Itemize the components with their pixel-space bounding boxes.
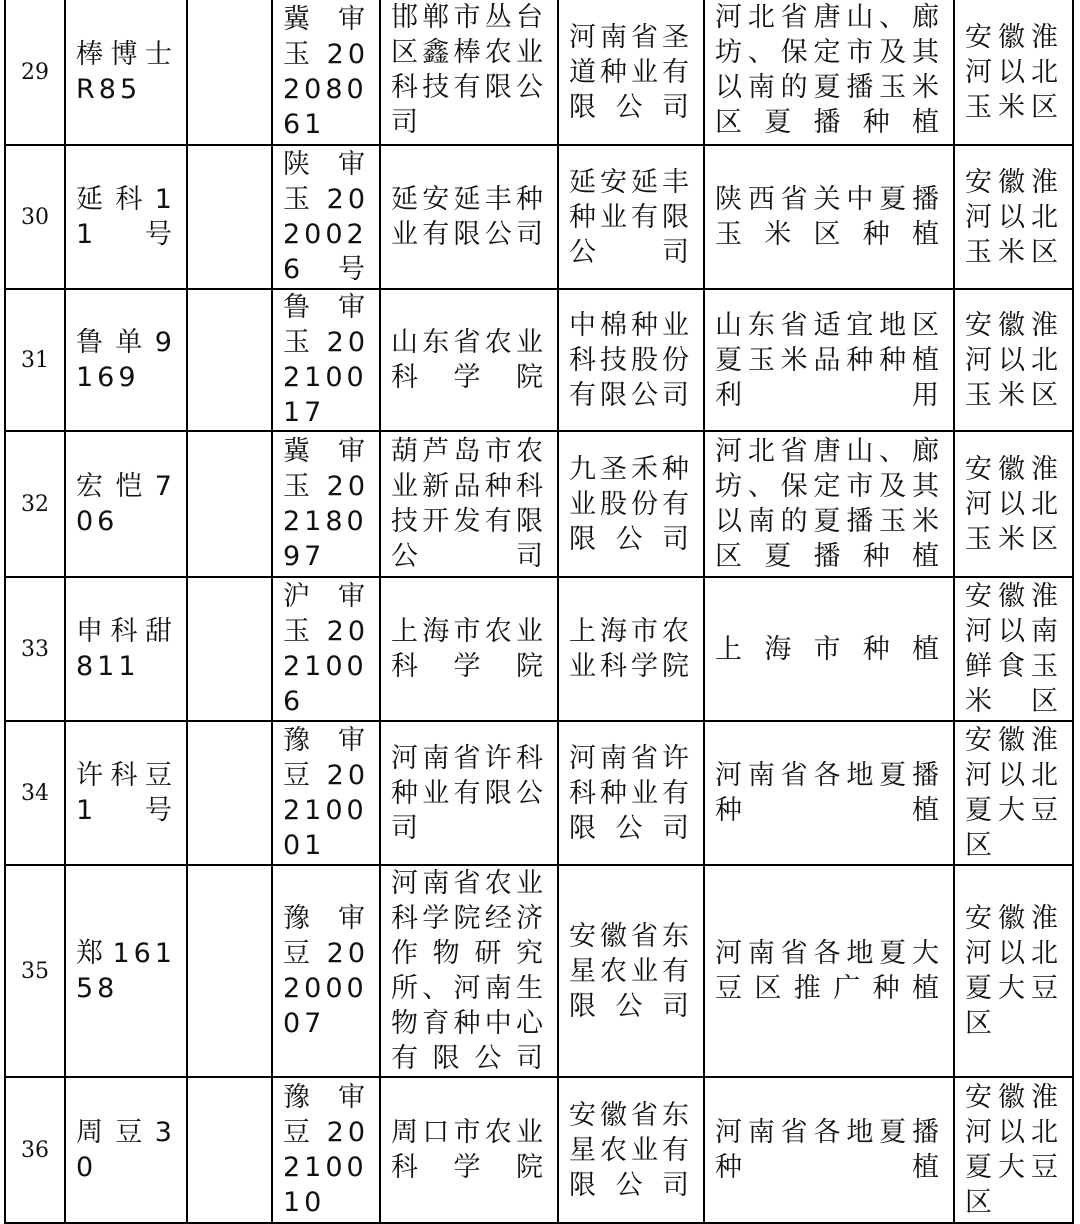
empty-cell — [187, 865, 272, 1077]
suitable-scope: 河南省各地夏播种植 — [704, 721, 954, 865]
table-row — [5, 0, 1073, 145]
empty-cell — [187, 721, 272, 865]
applicant: 上海市农业科学院 — [558, 577, 704, 721]
row-number: 35 — [5, 865, 65, 1077]
applicant: 中棉种业科技股份有限公司 — [558, 289, 704, 431]
approval-code: 豫审豆20200007 — [272, 865, 380, 1077]
empty-cell — [187, 1077, 272, 1223]
table-row — [5, 1077, 1073, 1223]
breeder: 葫芦岛市农业新品种科技开发有限公司 — [380, 431, 558, 577]
approval-code: 鲁审玉20210017 — [272, 289, 380, 431]
empty-cell — [187, 577, 272, 721]
applicant: 延安延丰种业有限公司 — [558, 145, 704, 289]
introduction-region: 安徽淮河以北夏大豆区 — [954, 1077, 1073, 1223]
breeder: 山东省农业科学院 — [380, 289, 558, 431]
variety-name: 宏恺706 — [65, 431, 187, 577]
approval-code: 冀审玉20208061 — [272, 0, 380, 145]
suitable-scope: 山东省适宜地区夏玉米品种种植利用 — [704, 289, 954, 431]
table-row — [5, 145, 1073, 289]
suitable-scope: 河南省各地夏播种植 — [704, 1077, 954, 1223]
breeder: 上海市农业科学院 — [380, 577, 558, 721]
table-row — [5, 721, 1073, 865]
empty-cell — [187, 0, 272, 145]
suitable-scope: 河北省唐山、廊坊、保定市及其以南的夏播玉米区夏播种植 — [704, 0, 954, 145]
applicant: 安徽省东星农业有限公司 — [558, 865, 704, 1077]
variety-name: 郑16158 — [65, 865, 187, 1077]
row-number: 34 — [5, 721, 65, 865]
empty-cell — [187, 289, 272, 431]
row-number: 31 — [5, 289, 65, 431]
introduction-region: 安徽淮河以北玉米区 — [954, 145, 1073, 289]
suitable-scope: 上海市种植 — [704, 577, 954, 721]
applicant: 河南省许科种业有限公司 — [558, 721, 704, 865]
introduction-region: 安徽淮河以北玉米区 — [954, 431, 1073, 577]
approval-code: 沪审玉2021006 — [272, 577, 380, 721]
applicant: 安徽省东星农业有限公司 — [558, 1077, 704, 1223]
suitable-scope: 陕西省关中夏播玉米区种植 — [704, 145, 954, 289]
breeder: 延安延丰种业有限公司 — [380, 145, 558, 289]
breeder: 河南省许科种业有限公司 — [380, 721, 558, 865]
row-number: 33 — [5, 577, 65, 721]
variety-name: 延科11号 — [65, 145, 187, 289]
variety-name: 许科豆1号 — [65, 721, 187, 865]
applicant: 河南省圣道种业有限公司 — [558, 0, 704, 145]
breeder: 河南省农业科学院经济作物研究所、河南生物育种中心有限公司 — [380, 865, 558, 1077]
approval-code: 豫审豆20210001 — [272, 721, 380, 865]
variety-name: 周豆30 — [65, 1077, 187, 1223]
table-row — [5, 865, 1073, 1077]
variety-name: 申科甜811 — [65, 577, 187, 721]
approval-code: 豫审豆20210010 — [272, 1077, 380, 1223]
table-row — [5, 431, 1073, 577]
suitable-scope: 河北省唐山、廊坊、保定市及其以南的夏播玉米区夏播种植 — [704, 431, 954, 577]
row-number: 30 — [5, 145, 65, 289]
introduction-region: 安徽淮河以北夏大豆区 — [954, 865, 1073, 1077]
introduction-region: 安徽淮河以北玉米区 — [954, 289, 1073, 431]
approval-code: 冀审玉20218097 — [272, 431, 380, 577]
table-row — [5, 289, 1073, 431]
breeder: 周口市农业科学院 — [380, 1077, 558, 1223]
empty-cell — [187, 431, 272, 577]
row-number: 32 — [5, 431, 65, 577]
introduction-region: 安徽淮河以北夏大豆区 — [954, 721, 1073, 865]
empty-cell — [187, 145, 272, 289]
introduction-region: 安徽淮河以北玉米区 — [954, 0, 1073, 145]
approval-code: 陕审玉2020026号 — [272, 145, 380, 289]
variety-table — [4, 0, 1074, 1224]
introduction-region: 安徽淮河以南鲜食玉米区 — [954, 577, 1073, 721]
row-number: 36 — [5, 1077, 65, 1223]
row-number: 29 — [5, 0, 65, 145]
breeder: 邯郸市丛台区鑫棒农业科技有限公司 — [380, 0, 558, 145]
applicant: 九圣禾种业股份有限公司 — [558, 431, 704, 577]
variety-name: 鲁单9169 — [65, 289, 187, 431]
suitable-scope: 河南省各地夏大豆区推广种植 — [704, 865, 954, 1077]
variety-name: 棒博士R85 — [65, 0, 187, 145]
table-row — [5, 577, 1073, 721]
